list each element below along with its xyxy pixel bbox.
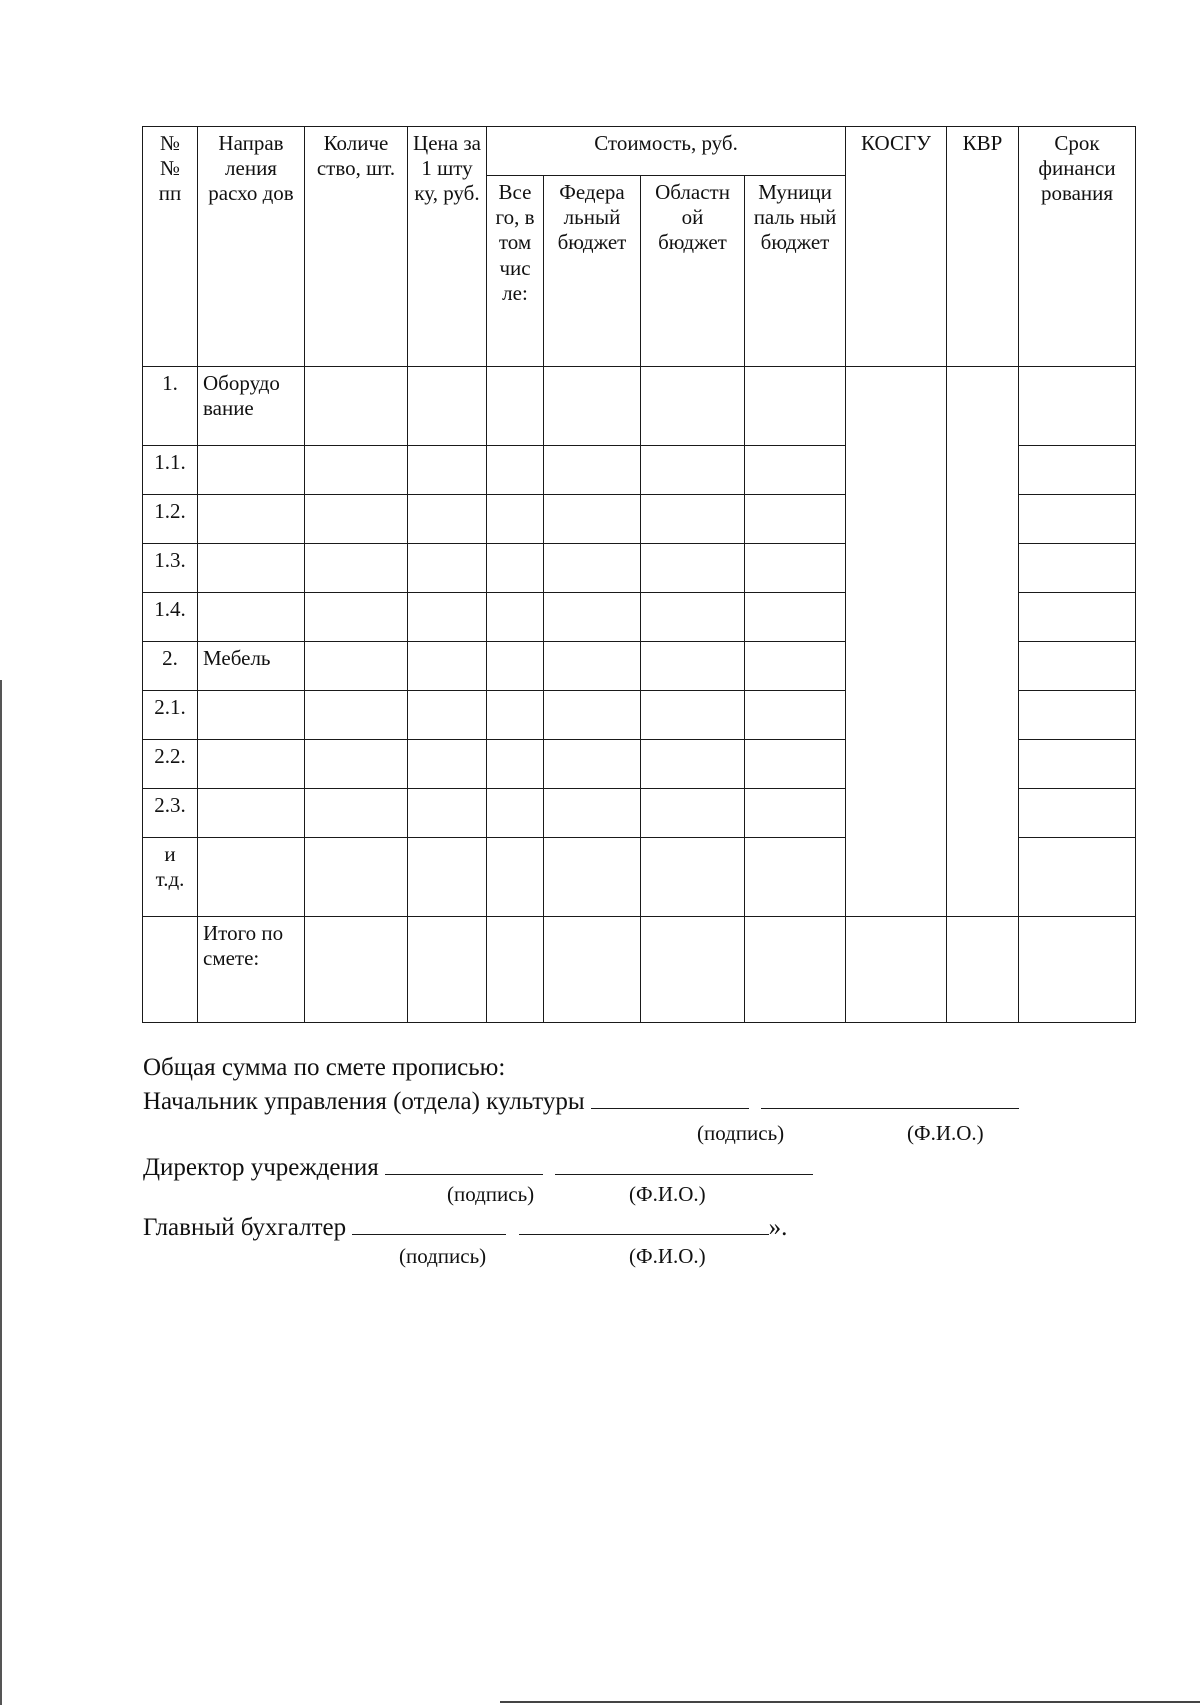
head-name-caption: (Ф.И.О.) bbox=[907, 1121, 984, 1145]
row-number: 2.3. bbox=[143, 789, 198, 838]
head-name-blank bbox=[761, 1086, 1019, 1109]
header-municipal: Муници паль ный бюджет bbox=[745, 176, 846, 367]
header-price: Цена за 1 шту ку, руб. bbox=[408, 127, 487, 367]
row-number: 1.1. bbox=[143, 446, 198, 495]
budget-estimate-table bbox=[142, 126, 1136, 1023]
header-federal: Федера льный бюджет bbox=[544, 176, 641, 367]
scan-bottom-line bbox=[500, 1701, 1200, 1703]
total-row bbox=[143, 917, 1136, 1023]
director-label: Директор учреждения bbox=[143, 1154, 379, 1181]
header-cost: Стоимость, руб. bbox=[487, 127, 846, 176]
header-term: Срок финанси рования bbox=[1019, 127, 1136, 367]
head-signature-line bbox=[143, 1086, 1019, 1116]
row-number: и т.д. bbox=[143, 838, 198, 917]
header-total-incl: Все го, в том чис ле: bbox=[487, 176, 544, 367]
row-number: 1.4. bbox=[143, 593, 198, 642]
closing-quote: ». bbox=[768, 1214, 788, 1241]
kosgu-merged-cell bbox=[846, 367, 947, 917]
row-name bbox=[198, 544, 305, 593]
accountant-name-caption: (Ф.И.О.) bbox=[629, 1244, 706, 1268]
total-in-words: Общая сумма по смете прописью: bbox=[143, 1054, 506, 1081]
header-quantity: Количе ство, шт. bbox=[305, 127, 408, 367]
row-name bbox=[198, 446, 305, 495]
row-name bbox=[198, 789, 305, 838]
director-signature-blank bbox=[385, 1152, 543, 1175]
row-number: 2. bbox=[143, 642, 198, 691]
director-signature-line bbox=[143, 1152, 813, 1182]
accountant-signature-caption: (подпись) bbox=[399, 1244, 487, 1268]
header-direction: Направ ления расхо дов bbox=[198, 127, 305, 367]
header-no: № № пп bbox=[143, 127, 198, 367]
row-number: 2.1. bbox=[143, 691, 198, 740]
accountant-signature-line bbox=[143, 1212, 787, 1242]
head-label: Начальник управления (отдела) культуры bbox=[143, 1088, 585, 1115]
row-name bbox=[198, 838, 305, 917]
header-regional: Областн ой бюджет bbox=[641, 176, 745, 367]
total-label: Итого по смете: bbox=[198, 917, 305, 1023]
row-number: 1.3. bbox=[143, 544, 198, 593]
row-name bbox=[198, 495, 305, 544]
header-kvr: КВР bbox=[947, 127, 1019, 367]
head-signature-caption: (подпись) bbox=[697, 1121, 785, 1145]
kvr-merged-cell bbox=[947, 367, 1019, 917]
accountant-signature-blank bbox=[352, 1212, 506, 1235]
row-name bbox=[198, 691, 305, 740]
row-name bbox=[198, 593, 305, 642]
director-name-caption: (Ф.И.О.) bbox=[629, 1182, 706, 1206]
row-number: 1.2. bbox=[143, 495, 198, 544]
accountant-name-blank bbox=[519, 1212, 769, 1235]
row-name: Мебель bbox=[198, 642, 305, 691]
row-number: 1. bbox=[143, 367, 198, 446]
scan-edge-line bbox=[0, 680, 2, 1705]
row-name bbox=[198, 740, 305, 789]
director-signature-caption: (подпись) bbox=[447, 1182, 535, 1206]
row-number: 2.2. bbox=[143, 740, 198, 789]
header-kosgu: КОСГУ bbox=[846, 127, 947, 367]
accountant-label: Главный бухгалтер bbox=[143, 1214, 347, 1241]
row-name: Оборудо вание bbox=[198, 367, 305, 446]
table-row bbox=[143, 367, 1136, 446]
director-name-blank bbox=[555, 1152, 813, 1175]
head-signature-blank bbox=[591, 1086, 749, 1109]
